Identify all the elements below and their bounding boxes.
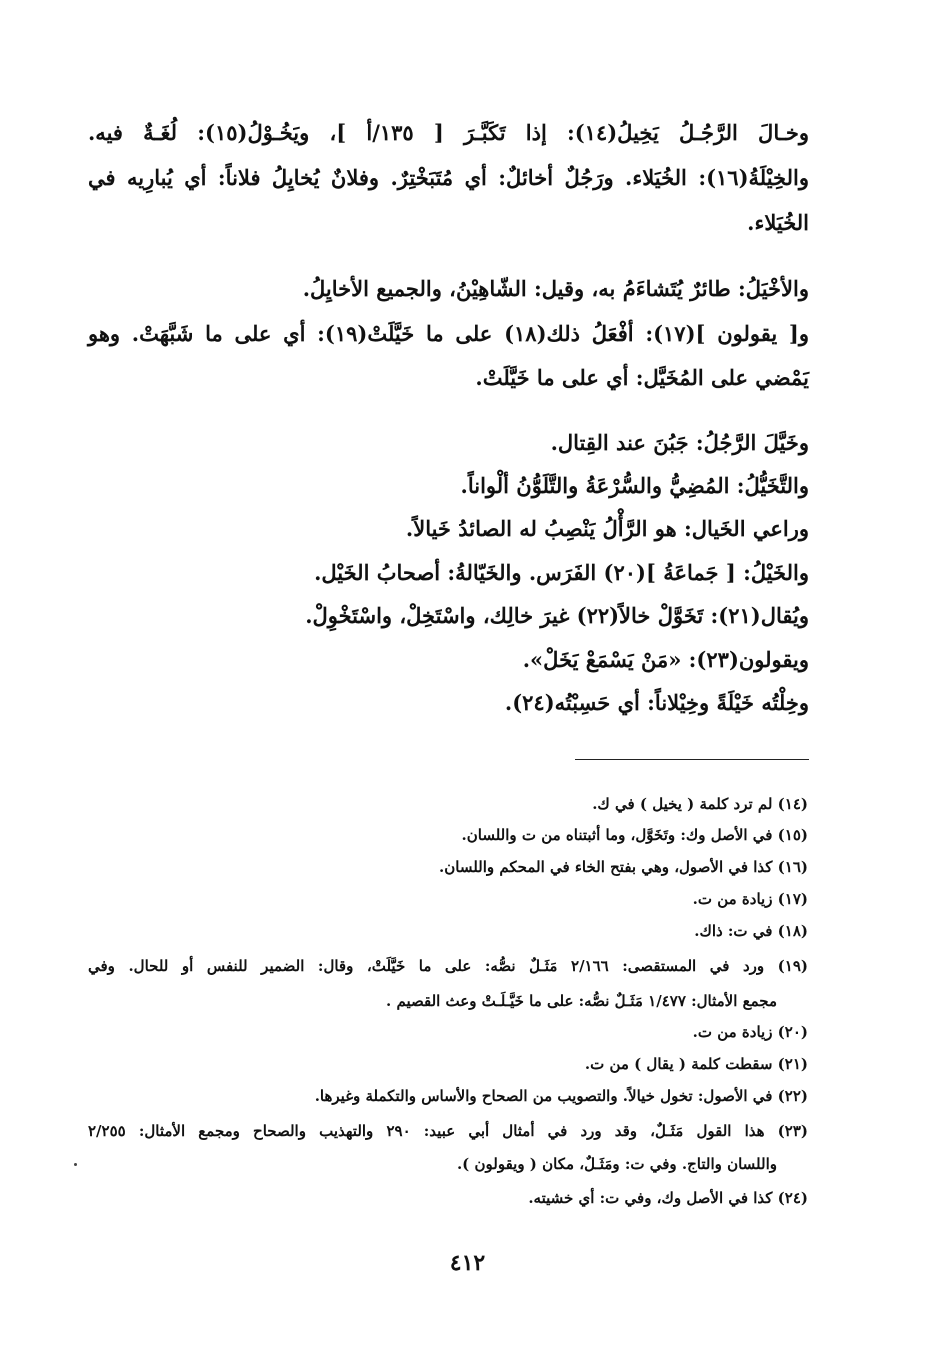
footnote: (١٤) لم ترد كلمة ( يخيل ) في ك. — [592, 795, 808, 813]
footnote: (١٦) كذا في الأصول، وهي بفتح الخاء في المحكم واللسان. — [439, 858, 808, 876]
footnote-continuation: واللسان والتاج. وفي ت: ومَثَـلٌ، مكان ( ويقولون ). — [456, 1155, 777, 1173]
footnote: (١٩) ورد في المستقصى: ٢/١٦٦ مَثَـلٌ نصُّه: على ما خَيَّلَتْ، وقال: الضمير للنفس أو للحال. وفي — [88, 957, 809, 975]
main-text-line: والخِيْلَةُ(١٦): الخُيَلاء. ورَجُلٌ أخائلٌ: أي مُتَبَخْتِرٌ. وفلانٌ يُخايِلُ فلاناً: أي يُبارِيه في — [88, 165, 809, 190]
footnote: (٢٢) في الأصول: تخول خيالاً. والتصويب من الصحاح والأساس والتكملة وغيرها. — [314, 1087, 808, 1105]
main-text-line: ويقولون(٢٣): «مَنْ يَسْمَعْ يَخَلْ». — [522, 647, 809, 672]
footnote: (٢٠) زيادة من ت. — [692, 1023, 808, 1041]
footnote: (٢٣) هذا القول مَثَـلٌ، وقد ورد في أمثال أبي عبيد: ٢٩٠ والتهذيب والصحاح ومجمع الأمثال: ٢/٢٥٥ — [88, 1122, 809, 1140]
scan-speck — [74, 1163, 77, 1166]
footnote: (١٨) في ت: ذاك. — [694, 922, 808, 940]
main-text-line: والخَيْلُ: [ جَماعَةُ ](٢٠) الفَرَس. والخَيّالةُ: أصحابُ الخَيْل. — [314, 560, 809, 585]
footnote-separator — [575, 759, 809, 760]
footnote: (١٧) زيادة من ت. — [692, 890, 808, 908]
main-text-line: والأخْيَلُ: طائرٌ يُتَشاءَمُ به، وقيل: الشّاهِيْنُ، والجميع الأخايِلُ. — [302, 276, 809, 301]
main-text-line: والتَّخَيُّلُ: المُضِيُّ والسُّرْعَةُ والتَّلَوُّنُ ألْواناً. — [460, 473, 809, 498]
main-text-line: الخُيَلاء. — [747, 210, 809, 235]
main-text-line: وخـالَ الرَّجُـلُ يَخِيلُ(١٤): إذا تَكَبَّـرَ [ ١٣٥/أ ]، ويَخُـوْلُ(١٥): لُغَـةٌ فيه. — [88, 120, 809, 145]
footnote-continuation: مجمع الأمثال: ١/٤٧٧ مَثَـلٌ نصُّه: على ما خَيَّـلَـتْ وعث القصيم . — [386, 992, 777, 1010]
main-text-line: و[ يقولون ](١٧): أفْعَلُ ذلك(١٨) على ما خَيَّلَتْ(١٩): أي على ما شَبَّهَتْ. وهو — [88, 321, 809, 346]
footnote: (٢٤) كذا في الأصل وك، وفي ت: أي خشيته. — [528, 1189, 808, 1207]
main-text-line: ويُقال(٢١): تَخَوَّلْ خالاً(٢٢) غيرَ خالِك، واسْتَخِلْ، واسْتَخْوِلْ. — [305, 603, 809, 628]
page-number: ٤١٢ — [449, 1250, 486, 1276]
main-text-line: وخَيَّلَ الرَّجُلُ: جَبُنَ عند القِتال. — [550, 430, 809, 455]
footnote: (٢١) سقطت كلمة ( يقال ) من ت. — [584, 1055, 808, 1073]
main-text-line: وراعي الخَيال: هو الرَّأْلُ يَنْصِبُ له الصائدُ خَيالاً. — [405, 516, 809, 541]
main-text-line: وخِلْتُه خَيْلَةً وخِيْلاناً: أي حَسِبْتُه(٢٤). — [504, 690, 809, 715]
footnote: (١٥) في الأصل وك: وتَخَوَّل، وما أثبتناه من ت واللسان. — [461, 826, 808, 844]
main-text-line: يَمْضي على المُخَيَّل: أي على ما خَيَّلَتْ. — [475, 365, 809, 390]
